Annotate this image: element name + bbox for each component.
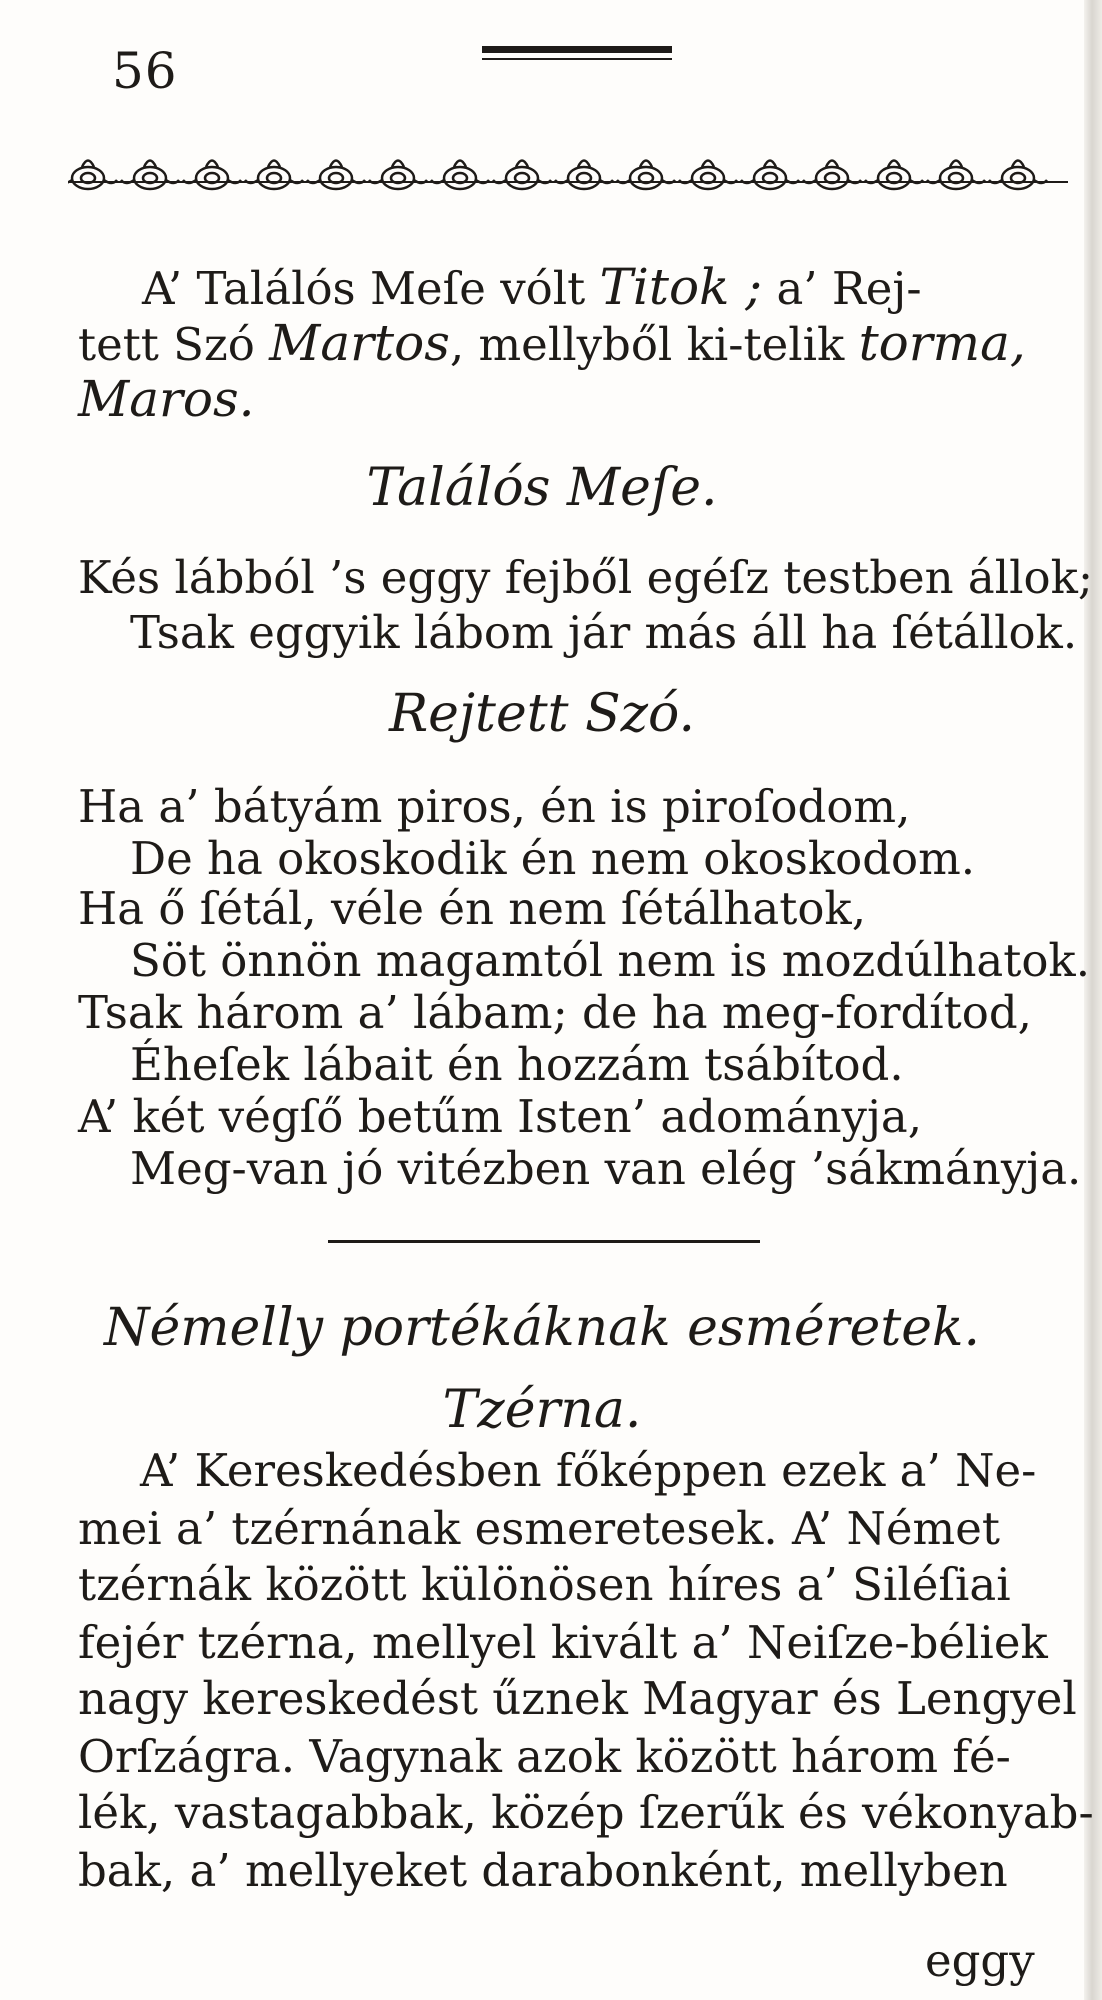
ornament-motif (617, 161, 675, 190)
ornament-motif (121, 161, 179, 190)
paragraph-line: Orſzágra. Vagynak azok között három fé- (78, 1730, 1011, 1783)
intro-text: tett Szó (78, 318, 255, 371)
page-edge (1084, 0, 1102, 2000)
paragraph-line: tzérnák között különösen híres a’ Siléſiai (78, 1558, 1011, 1611)
riddle-title: Találós Meſe. (366, 458, 718, 518)
ornament-motif (183, 161, 241, 190)
header-rule-thick (482, 46, 672, 53)
intro-italic-titok: Titok ; (599, 258, 763, 316)
ornament-motif (245, 161, 303, 190)
paragraph-line: A’ Kereskedésben főképpen ezek a’ Ne- (140, 1444, 1037, 1497)
ornament-motif (927, 161, 985, 190)
section-title: Némelly portékáknak esméretek. (103, 1298, 981, 1358)
page-number: 56 (112, 42, 178, 100)
verse-line: Éheſek lábait én hozzám tsábítod. (130, 1038, 904, 1091)
ornament-motif (307, 161, 365, 190)
ornament-motif (679, 161, 737, 190)
verse-line: Söt önnön magamtól nem is mozdúlhatok. (130, 934, 1091, 987)
intro-text: , mellyből ki-telik (449, 318, 845, 371)
ornament-motif (68, 161, 117, 190)
paragraph-line: nagy kereskedést űznek Magyar és Lengyel (78, 1672, 1077, 1725)
ornament-motif (369, 161, 427, 190)
intro-line-2 (78, 314, 1026, 372)
intro-line-1 (142, 258, 922, 316)
ornament-motif (865, 161, 923, 190)
paragraph-line: lék, vastagabbak, közép ſzerűk és vékonyab- (78, 1786, 1094, 1839)
verse-line: Ha a’ bátyám piros, én is piroſodom, (78, 780, 911, 833)
intro-italic-martos: Martos (269, 314, 450, 372)
ornament-motif (555, 161, 613, 190)
section-divider (328, 1240, 760, 1243)
paragraph-line: bak, a’ mellyeket darabonként, mellyben (78, 1844, 1008, 1897)
ornament-motif (493, 161, 551, 190)
ornament-border (68, 150, 1068, 198)
ornament-motif (989, 161, 1047, 190)
header-rule-thin (482, 58, 672, 60)
ornament-motif (741, 161, 799, 190)
intro-text-tail: a’ Rej- (776, 262, 922, 315)
section-subtitle: Tzérna. (442, 1380, 642, 1440)
verse-line: Meg-van jó vitézben van elég ’sákmányja. (130, 1142, 1082, 1195)
catchword: eggy (925, 1934, 1035, 1987)
verse-line: A’ két végſő betűm Isten’ adományja, (78, 1090, 923, 1143)
verse-line: De ha okoskodik én nem okoskodom. (130, 832, 976, 885)
intro-text: A’ Találós Meſe vólt (142, 262, 586, 315)
intro-line-3: Maros. (78, 370, 255, 428)
hidden-word-title: Rejtett Szó. (389, 684, 695, 744)
paragraph-line: mei a’ tzérnának esmeretesek. A’ Német (78, 1502, 1000, 1555)
verse-line: Ha ő ſétál, véle én nem ſétálhatok, (78, 882, 867, 935)
riddle-line: Kés lábból ’s eggy fejből egéſz testben állok; (78, 551, 1094, 604)
paragraph-line: fejér tzérna, mellyel kivált a’ Neiſze-béliek (78, 1616, 1048, 1669)
riddle-line: Tsak eggyik lábom jár más áll ha ſétállok. (130, 606, 1078, 659)
intro-italic-torma: torma, (858, 314, 1026, 372)
verse-line: Tsak három a’ lábam; de ha meg-fordítod, (78, 986, 1032, 1039)
ornament-motif (431, 161, 489, 190)
header-rule (482, 46, 672, 60)
ornament-motif (803, 161, 861, 190)
